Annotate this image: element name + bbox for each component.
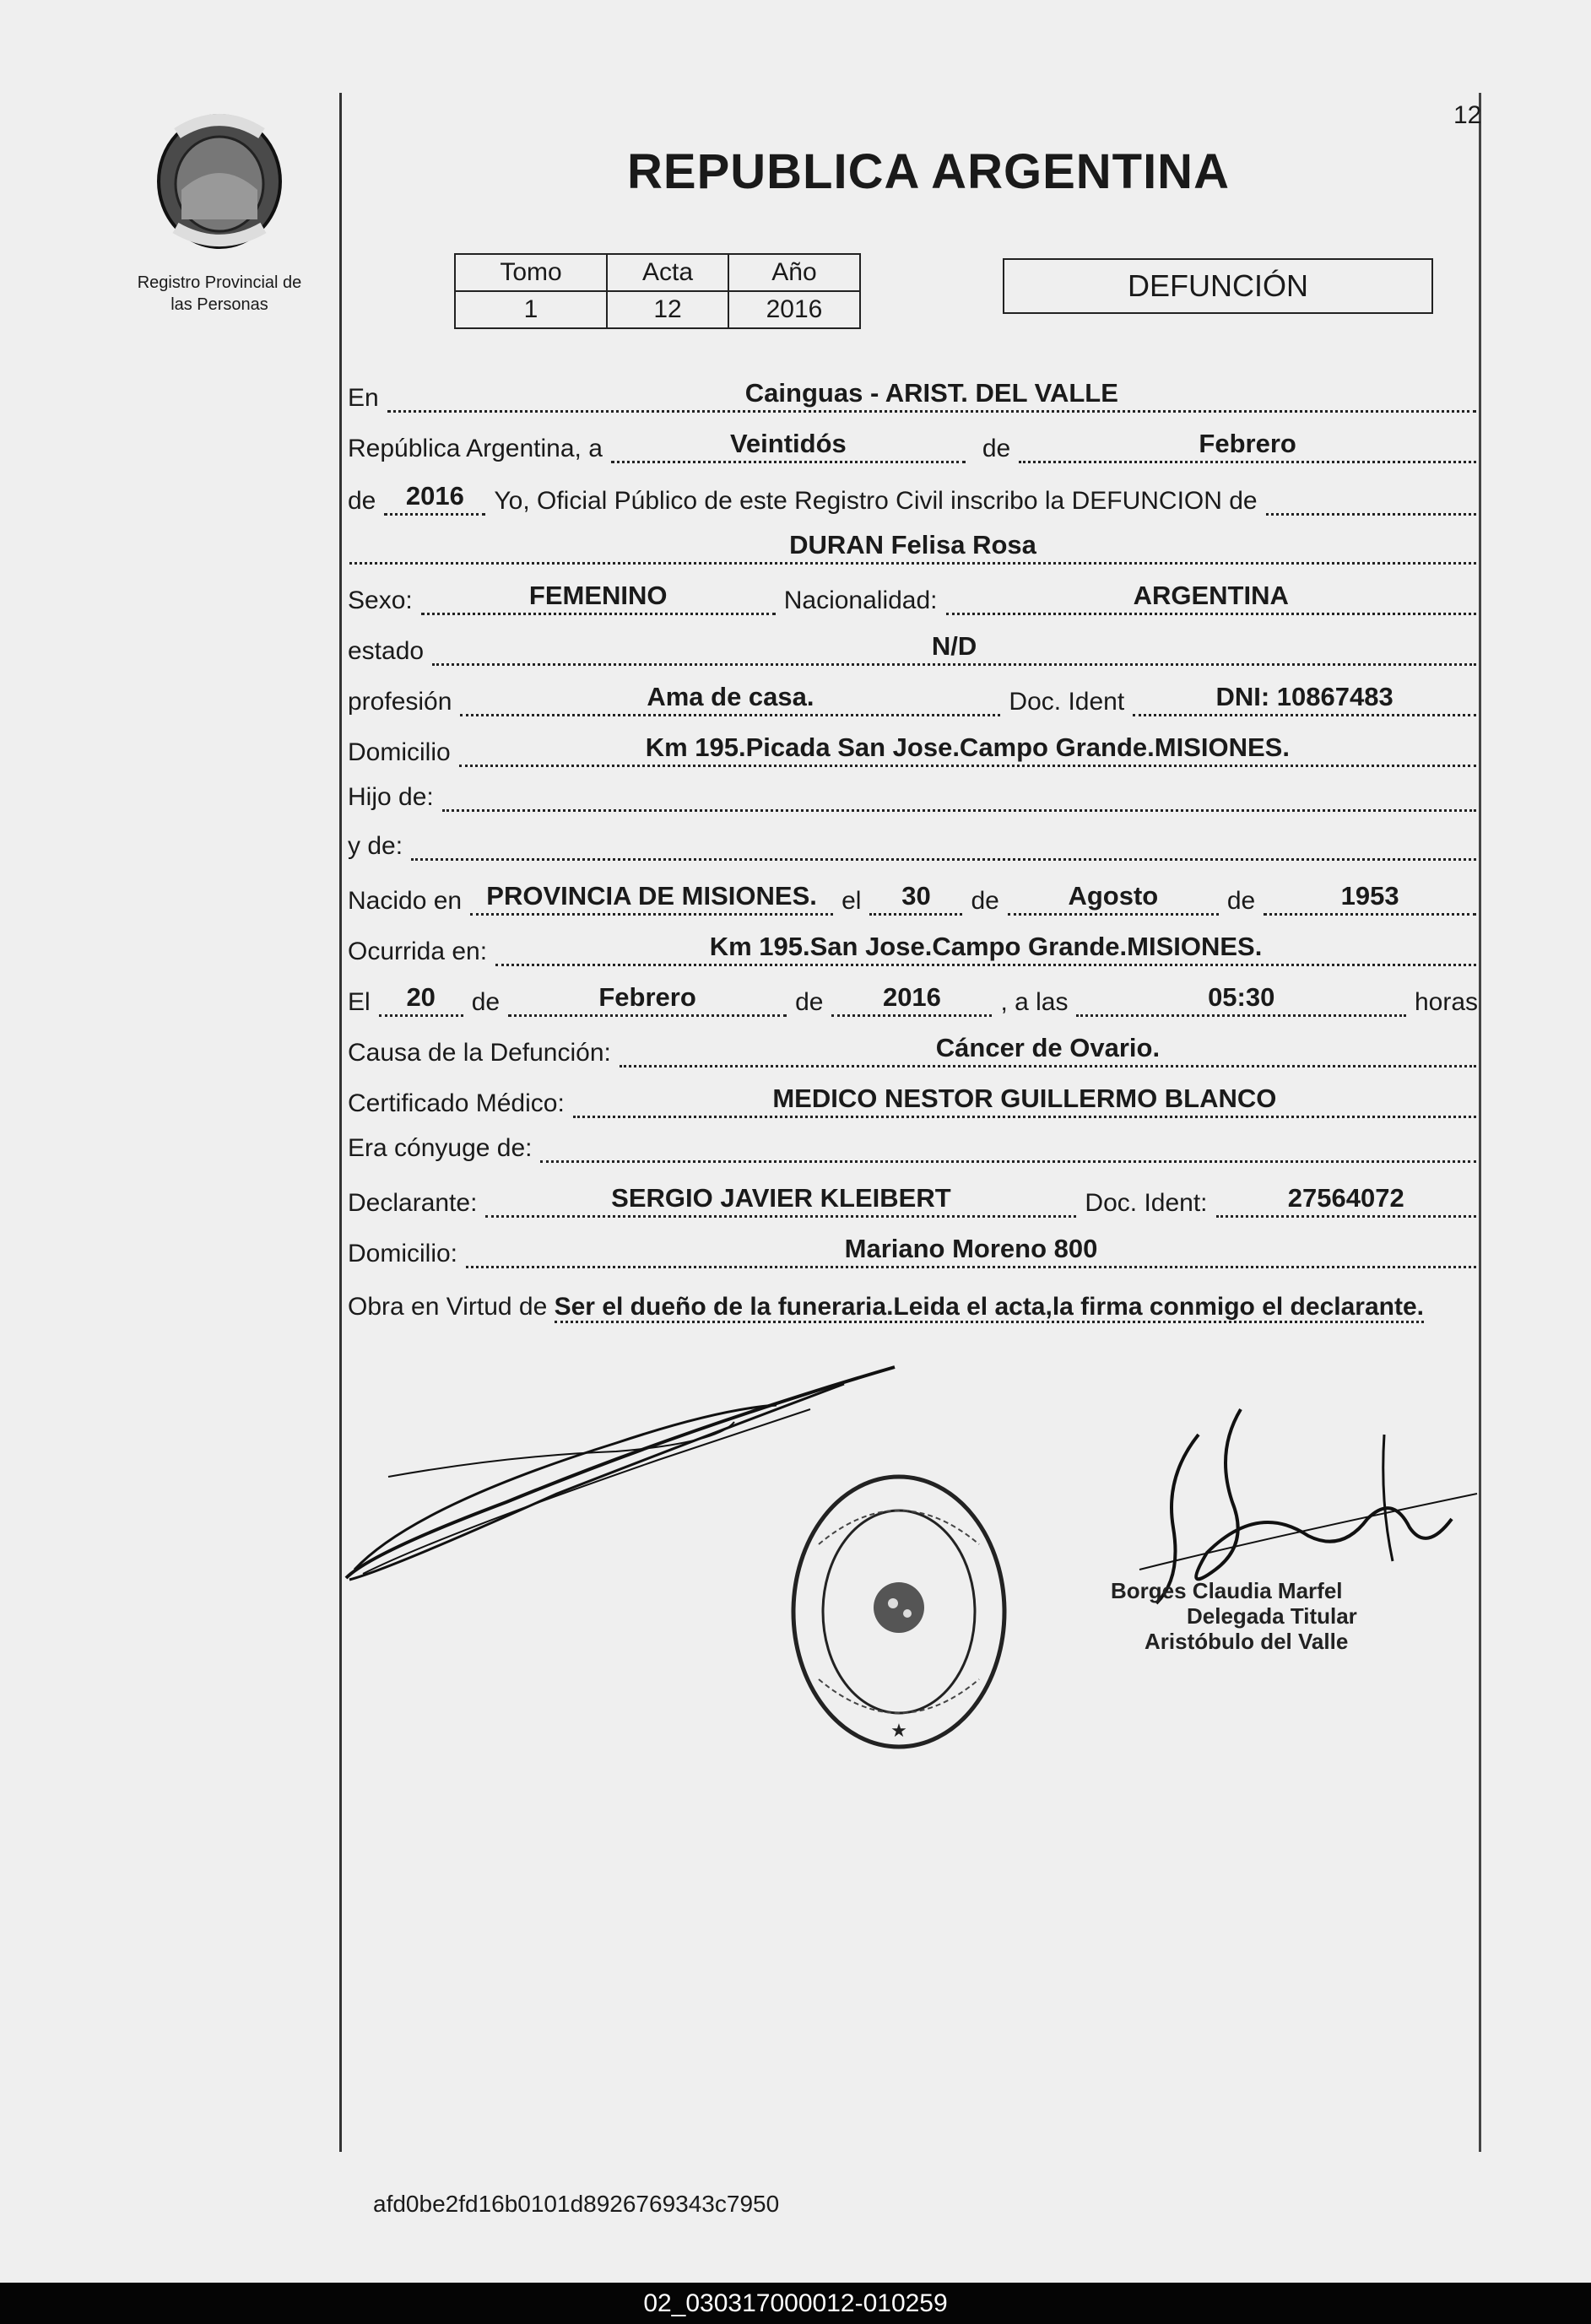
row-conyuge: Era cónyuge de: [344, 1134, 1481, 1163]
delegada-name: Borges Claudia Marfel [1111, 1578, 1343, 1603]
row-causa: Causa de la Defunción: Cáncer de Ovario. [344, 1033, 1481, 1067]
anio-header: Año [728, 254, 860, 291]
estado-value: N/D [432, 631, 1476, 666]
doc-value: DNI: 10867483 [1133, 682, 1476, 716]
def-mes-value: Febrero [508, 982, 787, 1017]
nac-mes-value: Agosto [1008, 881, 1219, 916]
anio-value: 2016 [728, 291, 860, 328]
hora-value: 05:30 [1076, 982, 1405, 1017]
delegada-block [1111, 1578, 1357, 1654]
def-anio-value: 2016 [831, 982, 992, 1017]
acta-value: 12 [607, 291, 728, 328]
en-value: Cainguas - ARIST. DEL VALLE [387, 378, 1476, 413]
doc2-value: 27564072 [1216, 1183, 1477, 1218]
row-ocurrida: Ocurrida en: Km 195.San Jose.Campo Grande.MISIONES. [344, 932, 1481, 966]
doc-type-box: DEFUNCIÓN [1003, 258, 1433, 314]
conyuge-value [540, 1159, 1476, 1163]
row-domicilio2: Domicilio: Mariano Moreno 800 [344, 1234, 1481, 1268]
yde-value [411, 857, 1476, 861]
hijo-value [442, 808, 1476, 812]
dia-value: Veintidós [611, 429, 966, 463]
acta-header: Acta [607, 254, 728, 291]
row-nacido: Nacido en PROVINCIA DE MISIONES. el 30 de Agosto de 1953 [344, 881, 1481, 916]
row-en: En Cainguas - ARIST. DEL VALLE [344, 378, 1481, 413]
tomo-value: 1 [455, 291, 607, 328]
ocurrida-value: Km 195.San Jose.Campo Grande.MISIONES. [495, 932, 1476, 966]
obra-value: Ser el dueño de la funeraria.Leida el acta,la firma conmigo el declarante. [555, 1293, 1424, 1323]
row-nombre [344, 530, 1481, 565]
profesion-value: Ama de casa. [460, 682, 1000, 716]
official-stamp-icon [785, 1468, 1013, 1755]
document-hash: afd0be2fd16b0101d8926769343c7950 [373, 2191, 780, 2217]
nac-dia-value: 30 [869, 881, 962, 916]
delegada-title: Delegada Titular [1187, 1603, 1357, 1629]
nacionalidad-value: ARGENTINA [946, 581, 1476, 615]
row-obra: Obra en Virtud de Ser el dueño de la funeraria.Leida el acta,la firma conmigo el declarante. [348, 1289, 1479, 1325]
province-coat-of-arms-icon [152, 110, 287, 253]
domicilio2-value: Mariano Moreno 800 [466, 1234, 1476, 1268]
svg-text:★: ★ [890, 1720, 907, 1741]
row-certificado: Certificado Médico: MEDICO NESTOR GUILLERMO BLANCO [344, 1084, 1481, 1118]
footer-id: 02_030317000012-010259 [0, 2283, 1591, 2324]
nac-anio-value: 1953 [1264, 881, 1476, 916]
certificado-value: MEDICO NESTOR GUILLERMO BLANCO [573, 1084, 1476, 1118]
row-hijo: Hijo de: [344, 783, 1481, 812]
mes-value: Febrero [1019, 429, 1476, 463]
row-fecha-defuncion: El 20 de Febrero de 2016 , a las 05:30 horas [348, 982, 1478, 1016]
delegada-place: Aristóbulo del Valle [1145, 1629, 1349, 1654]
tomo-header: Tomo [455, 254, 607, 291]
row-domicilio: Domicilio Km 195.Picada San Jose.Campo Grande.MISIONES. [344, 732, 1481, 767]
registry-table [454, 253, 861, 329]
row-estado: estado N/D [344, 631, 1481, 666]
def-dia-value: 20 [379, 982, 463, 1017]
left-margin-line [339, 93, 342, 2152]
declarante-value: SERGIO JAVIER KLEIBERT [485, 1183, 1076, 1218]
row-profesion: profesión Ama de casa. Doc. Ident DNI: 10867483 [344, 682, 1481, 716]
row-declarante: Declarante: SERGIO JAVIER KLEIBERT Doc. Ident: 27564072 [344, 1183, 1481, 1218]
page-number: 12 [1453, 101, 1482, 129]
document-title: REPUBLICA ARGENTINA [627, 144, 1230, 199]
domicilio-value: Km 195.Picada San Jose.Campo Grande.MISIONES. [459, 732, 1476, 767]
logo-caption: Registro Provincial de las Personas [137, 273, 302, 314]
anio-inscripcion: 2016 [384, 481, 485, 516]
nacido-en-value: PROVINCIA DE MISIONES. [470, 881, 833, 916]
nombre-value: DURAN Felisa Rosa [349, 530, 1476, 565]
causa-value: Cáncer de Ovario. [620, 1033, 1476, 1067]
row-republica: República Argentina, a Veintidós de Febrero [344, 429, 1481, 463]
row-inscribo: de 2016 Yo, Oficial Público de este Registro Civil inscribo la DEFUNCION de [344, 481, 1481, 516]
row-sexo: Sexo: FEMENINO Nacionalidad: ARGENTINA [344, 581, 1481, 615]
sexo-value: FEMENINO [421, 581, 776, 615]
row-yde: y de: [344, 832, 1481, 861]
